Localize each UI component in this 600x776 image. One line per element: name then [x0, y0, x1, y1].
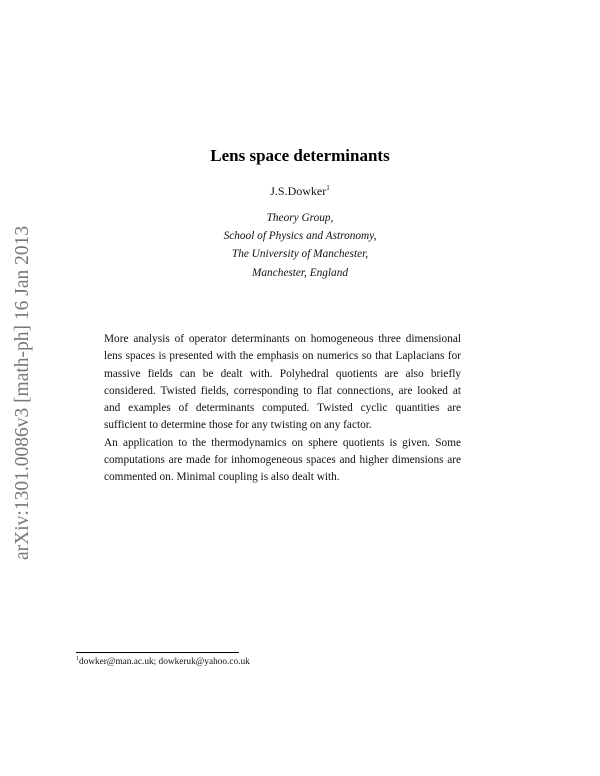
affiliation-line: School of Physics and Astronomy, [223, 230, 377, 243]
footnote-mark: 1 [76, 656, 79, 662]
affiliation-line: The University of Manchester, [231, 248, 369, 261]
abstract [104, 331, 461, 487]
affiliation-block [0, 209, 600, 282]
abstract-paragraph-1: More analysis of operator determinants on homogeneous three dimensional lens spaces is presented with the emphasis on numerics so that Laplacians for massive fields can be dealt with. Polyhedral quotients are also briefly considered. Twisted fields, corresponding to flat connections, are looked at and examples of determinants computed. Twisted cyclic quantities are sufficient to determine those for any twisting on any factor. [104, 333, 461, 432]
footnote-emails[interactable]: dowker@man.ac.uk; dowkeruk@yahoo.co.uk [79, 657, 250, 667]
author-name: J.S.Dowker [270, 184, 327, 198]
footnote-rule [76, 652, 239, 653]
author-line [0, 184, 600, 199]
author-footnote-mark: 1 [326, 184, 330, 192]
abstract-paragraph-2: An application to the thermodynamics on sphere quotients is given. Some computations are made for inhomogeneous spaces and higher dimensions are commented on. Minimal coupling is also dealt with. [104, 436, 461, 484]
affiliation-line: Theory Group, [266, 212, 334, 224]
arxiv-identifier: arXiv:1301.0086v3 [math-ph] 16 Jan 2013 [12, 225, 33, 560]
paper-title: Lens space determinants [210, 146, 390, 165]
footnote [76, 656, 250, 667]
affiliation-line: Manchester, England [251, 266, 348, 279]
